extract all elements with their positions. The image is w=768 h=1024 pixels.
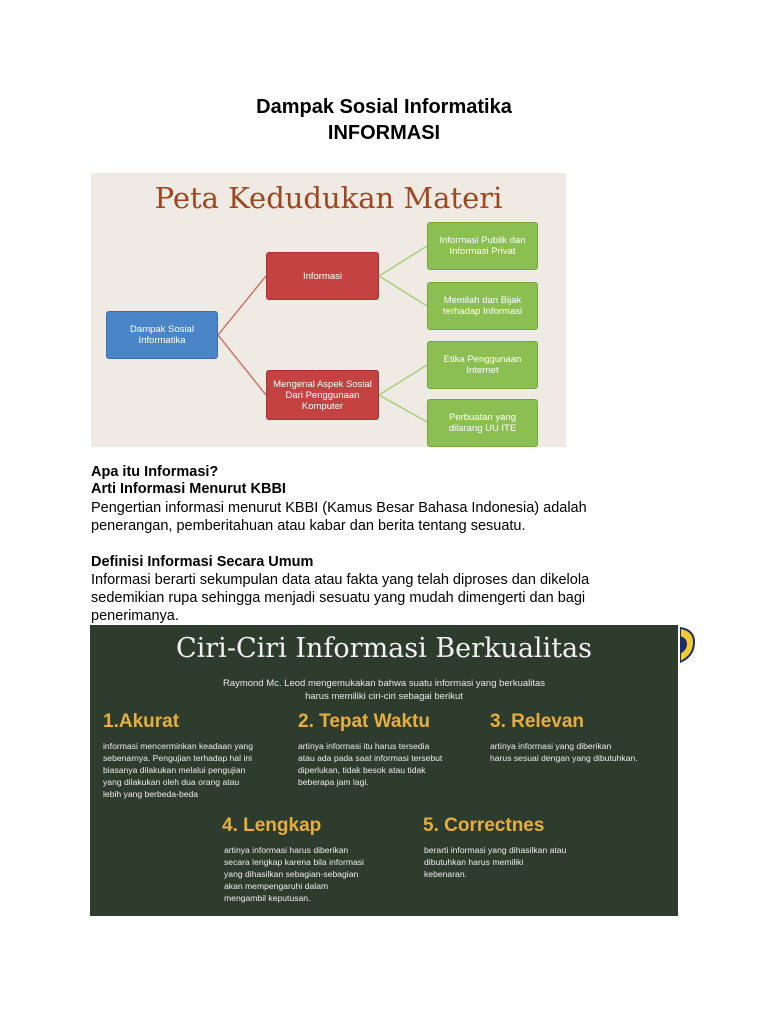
map-root-box: Dampak Sosial Informatika (106, 311, 218, 359)
map-leaf-informasi-publik: Informasi Publik dan Informasi Privat (427, 222, 538, 270)
item-line: biasanya dilakukan melalui pengujian (103, 765, 246, 775)
item-text-relevan (490, 740, 675, 764)
item-text-tepat-waktu (298, 740, 488, 788)
slide-subtitle (184, 677, 584, 703)
map-leaf-etika: Etika Penggunaan Internet (427, 341, 538, 389)
item-line: diperlukan, tidak besok atau tidak (298, 765, 426, 775)
item-line: kebenaran. (424, 869, 468, 879)
school-emblem-icon (680, 626, 702, 664)
document-title: Dampak Sosial Informatika (256, 96, 512, 118)
item-line: atau ada pada saat informasi tersebut (298, 753, 443, 763)
item-line: yang dilakukan oleh dua orang atau (103, 777, 240, 787)
map-branch-aspek-sosial: Mengenal Aspek Sosial Dari Penggunaan Komputer (266, 370, 379, 420)
item-line: secara lengkap karena bila informasi (224, 857, 364, 867)
item-line: mengambil keputusan. (224, 893, 311, 903)
question-heading: Apa itu Informasi? (91, 464, 219, 480)
item-heading-relevan: 3. Relevan (490, 711, 584, 732)
item-line: yang dihasilkan sebagian-sebagian (224, 869, 359, 879)
item-text-akurat (103, 740, 293, 800)
item-line: berarti informasi yang dihasilkan atau (424, 845, 567, 855)
definition-heading: Definisi Informasi Secara Umum (91, 554, 314, 570)
item-line: artinya informasi itu harus tersedia (298, 741, 430, 751)
document-subtitle: INFORMASI (327, 122, 441, 144)
item-line: artinya informasi harus diberikan (224, 845, 349, 855)
definition-line-1: Informasi berarti sekumpulan data atau fakta yang telah diproses dan dikelola (91, 572, 590, 588)
item-heading-akurat: 1.Akurat (103, 711, 180, 732)
item-heading-lengkap: 4. Lengkap (222, 815, 322, 836)
concept-map-image (91, 173, 566, 447)
item-heading-tepat-waktu: 2. Tepat Waktu (298, 711, 430, 732)
kbbi-text-line-2: penerangan, pemberitahuan atau kabar dan berita tentang sesuatu. (91, 518, 526, 534)
definition-line-2: sedemikian rupa sehingga menjadi sesuatu yang mudah dimengerti dan bagi (91, 590, 586, 606)
item-line: beberapa jam lagi. (298, 777, 369, 787)
kbbi-text-line-1: Pengertian informasi menurut KBBI (Kamus Besar Bahasa Indonesia) adalah (91, 500, 587, 516)
kbbi-heading: Arti Informasi Menurut KBBI (91, 481, 286, 497)
quality-info-slide (90, 625, 678, 916)
item-line: sebenarnya. Pengujian terhadap hal ini (103, 753, 253, 763)
map-leaf-uu-ite: Perbuatan yang dilarang UU ITE (427, 399, 538, 447)
item-line: akan mempengaruhi dalam (224, 881, 329, 891)
item-line: harus sesuai dengan yang dibutuhkan. (490, 753, 638, 763)
item-text-correctnes (424, 844, 624, 880)
item-line: lebih yang berbeda-beda (103, 789, 199, 799)
definition-line-3: penerimanya. (91, 608, 179, 624)
item-line: dibutuhkan harus memiliki (424, 857, 524, 867)
map-leaf-memilah: Memilah dan Bijak terhadap Informasi (427, 282, 538, 330)
map-branch-informasi: Informasi (266, 252, 379, 300)
map-title: Peta Kedudukan Materi (154, 181, 503, 215)
item-text-lengkap (224, 844, 414, 904)
slide-subtitle-line-1: Raymond Mc. Leod mengemukakan bahwa suatu informasi yang berkualitas (222, 678, 546, 689)
slide-title: Ciri-Ciri Informasi Berkualitas (175, 633, 592, 664)
item-line: informasi mencerminkan keadaan yang (103, 741, 253, 751)
item-line: artinya informasi yang diberikan (490, 741, 612, 751)
item-heading-correctnes: 5. Correctnes (423, 815, 545, 836)
slide-subtitle-line-2: harus memiliki ciri-ciri sebagai berikut (305, 691, 463, 702)
